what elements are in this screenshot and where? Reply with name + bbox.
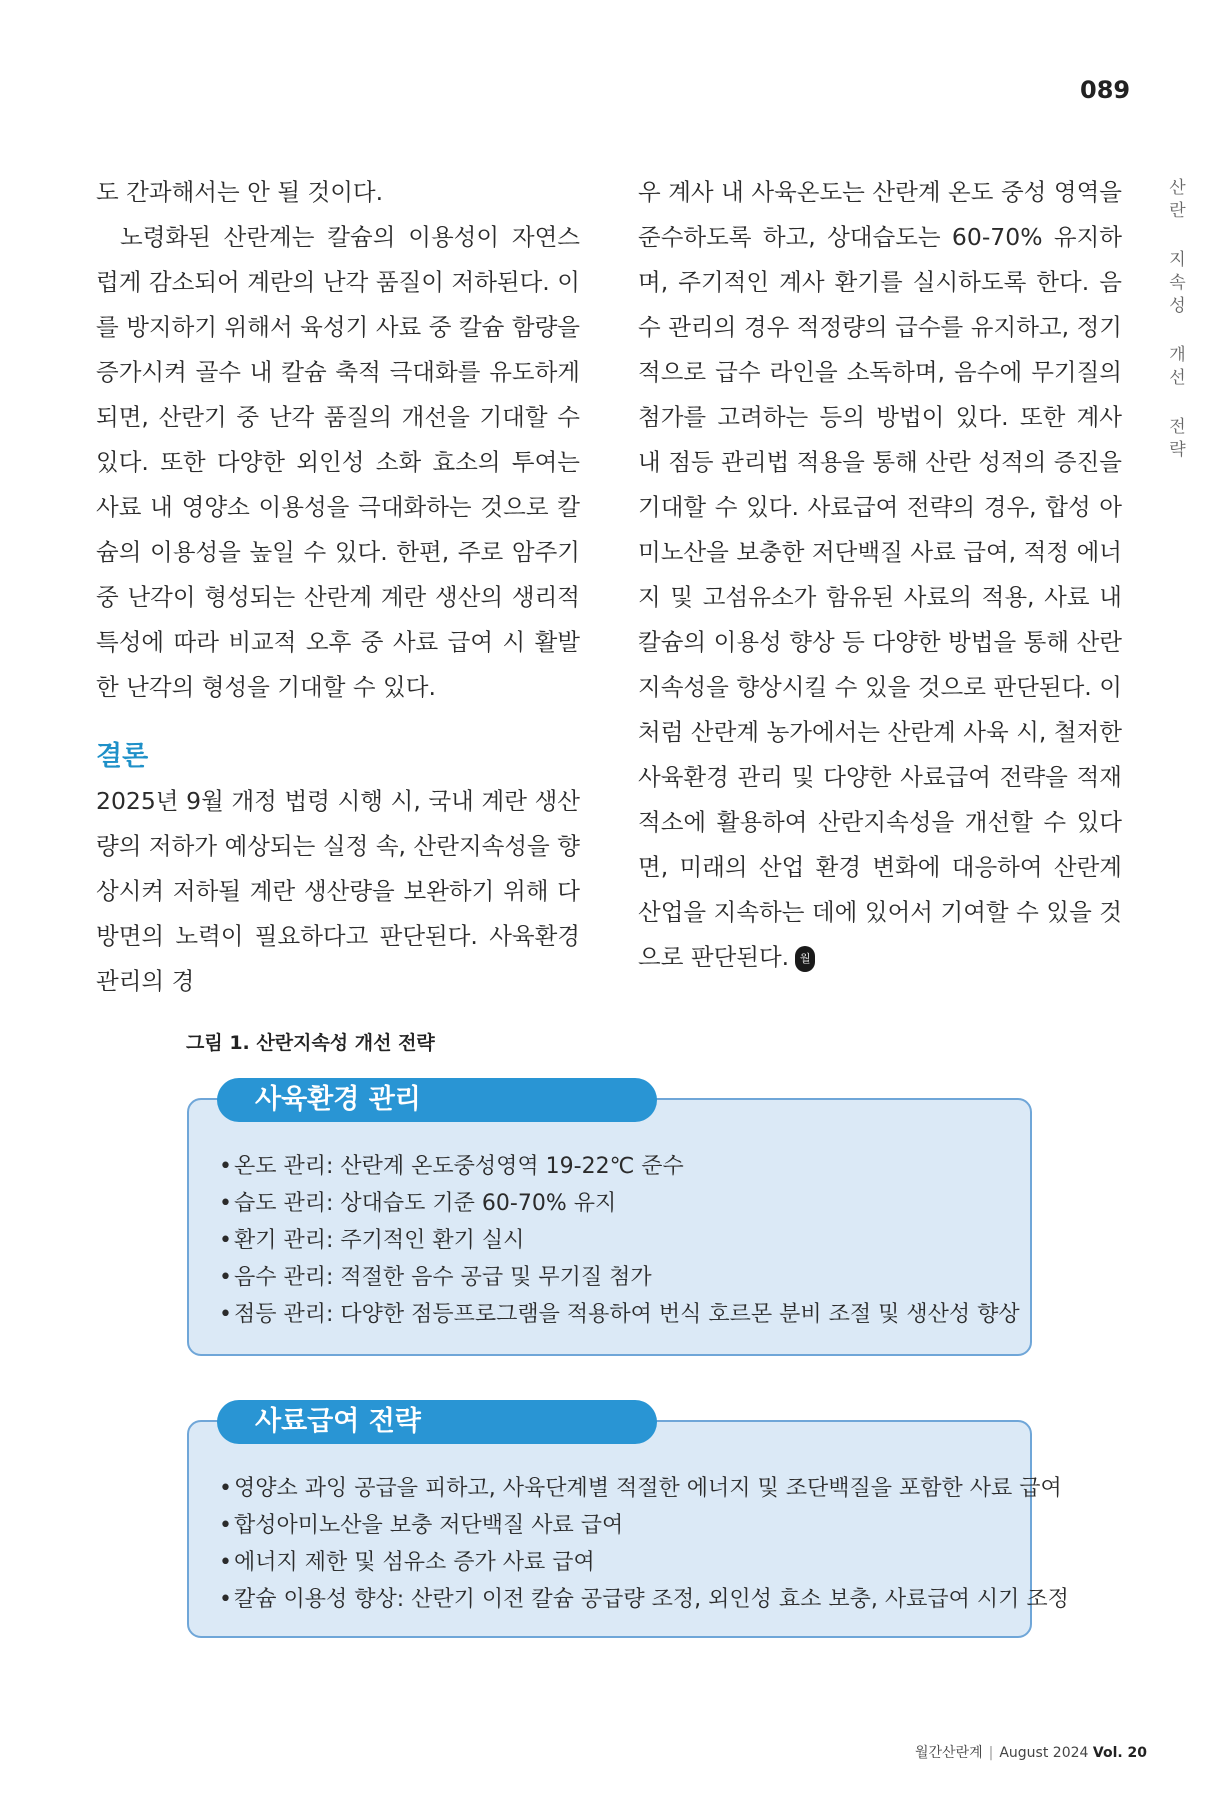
figure-box-feeding: [187, 1406, 1069, 1638]
list-item: [219, 1581, 1069, 1618]
list-item: [219, 1507, 1069, 1544]
list-item-text: 음수 관리: 적절한 음수 공급 및 무기질 첨가: [233, 1265, 652, 1290]
footer-divider: |: [988, 1745, 994, 1761]
bullet-icon: •: [219, 1587, 232, 1612]
bullet-icon: •: [219, 1550, 232, 1575]
bullet-icon: •: [219, 1476, 232, 1501]
paragraph-conclusion: 2025년 9월 개정 법령 시행 시, 국내 계란 생산량의 저하가 예상되는 실정 속, 산란지속성을 향상시켜 저하될 계란 생산량을 보완하기 위해 다방면의 노력이 필요하다고 판단된다. 사육환경 관리의 경: [96, 787, 580, 995]
conclusion-heading: 결론: [96, 741, 149, 772]
list-item-text: 칼슘 이용성 향상: 산란기 이전 칼슘 공급량 조정, 외인성 효소 보충, 사료급여 시기 조정: [233, 1587, 1069, 1612]
list-item: [219, 1544, 1069, 1581]
list-item-text: 에너지 제한 및 섬유소 증가 사료 급여: [233, 1550, 595, 1575]
bullet-icon: •: [219, 1302, 232, 1327]
list-item: [219, 1222, 1020, 1259]
issue-date: August 2024: [999, 1745, 1089, 1761]
figure-caption: 그림 1. 산란지속성 개선 전략: [186, 1032, 435, 1054]
left-column: [96, 170, 580, 1004]
volume-number: Vol. 20: [1092, 1745, 1148, 1761]
figure-box-environment: [187, 1084, 1032, 1356]
list-item: [219, 1185, 1020, 1222]
list-item: [219, 1148, 1020, 1185]
bullet-icon: •: [219, 1265, 232, 1290]
list-item-text: 습도 관리: 상대습도 기준 60-70% 유지: [233, 1191, 617, 1216]
box-title-feeding: 사료급여 전략: [217, 1400, 657, 1444]
end-of-article-icon: 월간: [795, 946, 815, 972]
environment-list: [219, 1148, 1020, 1333]
right-column: [638, 170, 1122, 991]
bullet-icon: •: [219, 1191, 232, 1216]
paragraph-conclusion-continued-text: 우 계사 내 사육온도는 산란계 온도 중성 영역을 준수하도록 하고, 상대습도는 60-70% 유지하며, 주기적인 계사 환기를 실시하도록 한다. 음수 관리의 경우 적정량의 급수를 유지하고, 정기적으로 급수 라인을 소독하며, 음수에 무기질의 첨가를 고려하는 등의 방법이 있다. 또한 계사 내 점등 관리법 적용을 통해 산란 성적의 증진을 기대할 수 있다. 사료급여 전략의 경우, 합성 아미노산을 보충한 저단백질 사료 급여, 적정 에너지 및 고섬유소가 함유된 사료의 적용, 사료 내 칼슘의 이용성 향상 등 다양한 방법을 통해 산란지속성을 향상시킬 수 있을 것으로 판단된다. 이처럼 산란계 농가에서는 산란계 사육 시, 철저한 사육환경 관리 및 다양한 사료급여 전략을 적재적소에 활용하여 산란지속성을 개선할 수 있다면, 미래의 산업 환경 변화에 대응하여 산란계 산업을 지속하는 데에 있어서 기여할 수 있을 것으로 판단된다.: [638, 178, 1122, 971]
list-item: [219, 1296, 1020, 1333]
box-title-environment: 사육환경 관리: [217, 1078, 657, 1122]
section-side-label: 산란 지속성 개선 전략: [1165, 178, 1185, 463]
list-item-text: 합성아미노산을 보충 저단백질 사료 급여: [233, 1513, 624, 1538]
paragraph-continued: 도 간과해서는 안 될 것이다.: [96, 178, 384, 206]
list-item-text: 환기 관리: 주기적인 환기 실시: [233, 1228, 525, 1253]
bullet-icon: •: [219, 1513, 232, 1538]
feeding-list: [219, 1470, 1069, 1618]
paragraph-conclusion-continued: [638, 170, 1122, 991]
bullet-icon: •: [219, 1154, 232, 1179]
list-item-text: 온도 관리: 산란계 온도중성영역 19-22℃ 준수: [233, 1154, 684, 1179]
page-number: 089: [1080, 76, 1131, 104]
paragraph-eggshell: 노령화된 산란계는 칼슘의 이용성이 자연스럽게 감소되어 계란의 난각 품질이 저하된다. 이를 방지하기 위해서 육성기 사료 중 칼슘 함량을 증가시켜 골수 내 칼슘 축적 극대화를 유도하게 되면, 산란기 중 난각 품질의 개선을 기대할 수 있다. 또한 다양한 외인성 소화 효소의 투여는 사료 내 영양소 이용성을 극대화하는 것으로 칼슘의 이용성을 높일 수 있다. 한편, 주로 암주기 중 난각이 형성되는 산란계 계란 생산의 생리적 특성에 따라 비교적 오후 중 사료 급여 시 활발한 난각의 형성을 기대할 수 있다.: [96, 223, 580, 701]
list-item: [219, 1259, 1020, 1296]
magazine-name: 월간산란계: [915, 1745, 983, 1761]
list-item: [219, 1470, 1069, 1507]
page-footer: [915, 1742, 1147, 1762]
bullet-icon: •: [219, 1228, 232, 1253]
list-item-text: 영양소 과잉 공급을 피하고, 사육단계별 적절한 에너지 및 조단백질을 포함한 사료 급여: [233, 1476, 1062, 1501]
list-item-text: 점등 관리: 다양한 점등프로그램을 적용하여 번식 호르몬 분비 조절 및 생산성 향상: [233, 1302, 1020, 1327]
